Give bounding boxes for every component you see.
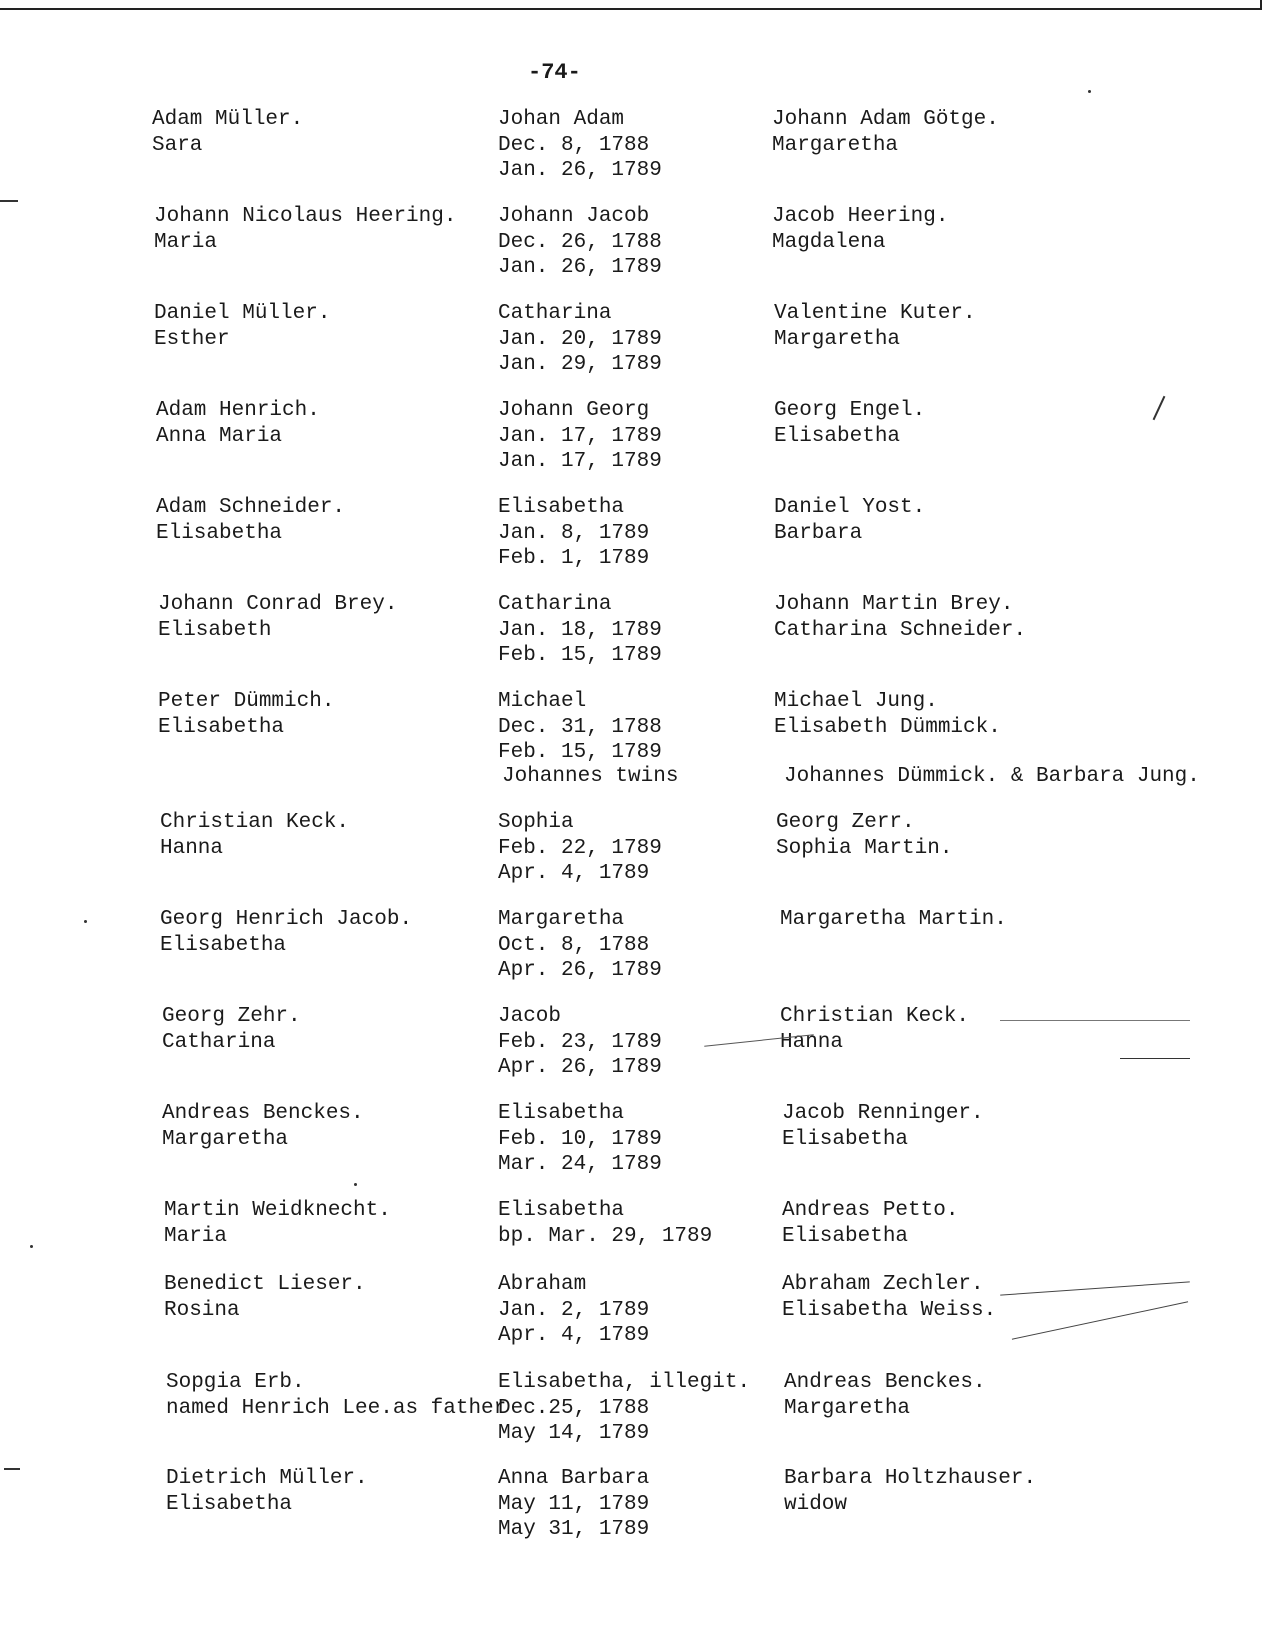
child-name: Sophia bbox=[498, 811, 574, 834]
parents-column bbox=[154, 204, 456, 255]
secondary-name: Elisabeth bbox=[158, 618, 272, 642]
secondary-name: Margaretha bbox=[772, 133, 899, 157]
secondary-name: named Henrich Lee.as father bbox=[166, 1396, 507, 1420]
date-line: Apr. 26, 1789 bbox=[498, 1056, 662, 1079]
date-line: Jan. 29, 1789 bbox=[498, 353, 662, 376]
parents-column bbox=[162, 1004, 301, 1055]
child-column bbox=[498, 1004, 662, 1081]
secondary-name: Elisabetha bbox=[158, 715, 285, 739]
child-name: Elisabetha, illegit. bbox=[498, 1371, 751, 1394]
primary-name: Daniel Yost. bbox=[774, 496, 926, 519]
child-column bbox=[498, 1466, 649, 1543]
parents-column bbox=[154, 301, 330, 352]
primary-name: Georg Engel. bbox=[774, 399, 926, 422]
secondary-name: Elisabetha bbox=[774, 424, 901, 448]
scan-dot bbox=[84, 920, 87, 923]
child-column bbox=[498, 689, 662, 766]
primary-name: Georg Zehr. bbox=[162, 1005, 301, 1028]
child-column bbox=[498, 907, 662, 984]
parents-column bbox=[158, 689, 334, 740]
child-name: Margaretha bbox=[498, 908, 625, 931]
child-name: Johann Georg bbox=[498, 399, 650, 422]
primary-name: Adam Schneider. bbox=[156, 496, 346, 519]
primary-name: Christian Keck. bbox=[160, 811, 350, 834]
secondary-name: Elisabetha bbox=[782, 1127, 909, 1151]
sponsors-column bbox=[774, 592, 1026, 643]
scan-dot bbox=[1088, 90, 1091, 93]
date-line: Jan. 8, 1789 bbox=[498, 521, 650, 545]
child-name: Johan Adam bbox=[498, 108, 625, 131]
sponsors-column bbox=[776, 810, 952, 861]
twin-line bbox=[0, 765, 1275, 791]
primary-name: Andreas Petto. bbox=[782, 1199, 959, 1222]
date-line: Jan. 17, 1789 bbox=[498, 424, 662, 448]
child-name: Catharina bbox=[498, 302, 612, 325]
scan-mark bbox=[0, 200, 18, 202]
parents-column bbox=[166, 1466, 368, 1517]
secondary-name: Anna Maria bbox=[156, 424, 283, 448]
primary-name: Martin Weidknecht. bbox=[164, 1199, 391, 1222]
sponsors-column bbox=[784, 1370, 986, 1421]
date-line: Jan. 26, 1789 bbox=[498, 256, 662, 279]
page-number: -74- bbox=[528, 60, 581, 85]
secondary-name: Catharina Schneider. bbox=[774, 618, 1027, 642]
primary-name: Johann Adam Götge. bbox=[772, 108, 999, 131]
sponsors-column bbox=[782, 1101, 984, 1152]
scan-mark bbox=[1000, 1020, 1190, 1021]
primary-name: Christian Keck. bbox=[780, 1005, 970, 1028]
sponsors-column bbox=[780, 1004, 969, 1055]
child-column bbox=[498, 204, 662, 281]
date-line: Dec. 26, 1788 bbox=[498, 230, 662, 254]
parents-column bbox=[162, 1101, 364, 1152]
secondary-name: Elisabetha bbox=[166, 1492, 293, 1516]
sponsors-column bbox=[772, 204, 948, 255]
secondary-name: Maria bbox=[164, 1224, 228, 1248]
date-line: Apr. 4, 1789 bbox=[498, 862, 650, 885]
date-line: bp. Mar. 29, 1789 bbox=[498, 1224, 713, 1248]
secondary-name: Hanna bbox=[780, 1030, 844, 1054]
child-name: Anna Barbara bbox=[498, 1467, 650, 1490]
child-name: Elisabetha bbox=[498, 1102, 625, 1125]
secondary-name: Magdalena bbox=[772, 230, 886, 254]
date-line: Jan. 18, 1789 bbox=[498, 618, 662, 642]
secondary-name: Margaretha bbox=[774, 327, 901, 351]
child-column bbox=[498, 810, 662, 887]
date-line: Dec.25, 1788 bbox=[498, 1396, 650, 1420]
primary-name: Andreas Benckes. bbox=[162, 1102, 364, 1125]
child-name: Catharina bbox=[498, 593, 612, 616]
sponsors-column bbox=[774, 689, 1001, 740]
child-column bbox=[498, 1101, 662, 1178]
secondary-name: Margaretha bbox=[784, 1396, 911, 1420]
primary-name: Dietrich Müller. bbox=[166, 1467, 368, 1490]
date-line: May 14, 1789 bbox=[498, 1422, 650, 1445]
date-line: Feb. 15, 1789 bbox=[498, 644, 662, 667]
parents-column bbox=[156, 495, 345, 546]
secondary-name: Margaretha bbox=[162, 1127, 289, 1151]
secondary-name: Elisabetha Weiss. bbox=[782, 1298, 997, 1322]
secondary-name: Hanna bbox=[160, 836, 224, 860]
secondary-name: Sophia Martin. bbox=[776, 836, 953, 860]
primary-name: Daniel Müller. bbox=[154, 302, 331, 325]
parents-column bbox=[164, 1272, 366, 1323]
child-name: Abraham bbox=[498, 1273, 587, 1296]
date-line: Oct. 8, 1788 bbox=[498, 933, 650, 957]
parents-column bbox=[166, 1370, 506, 1421]
scan-mark bbox=[4, 1468, 20, 1470]
twin-child: Johannes twins bbox=[502, 765, 679, 788]
primary-name: Barbara Holtzhauser. bbox=[784, 1467, 1037, 1490]
primary-name: Benedict Lieser. bbox=[164, 1273, 366, 1296]
sponsors-column bbox=[774, 398, 925, 449]
child-column bbox=[498, 301, 662, 378]
date-line: Dec. 31, 1788 bbox=[498, 715, 662, 739]
primary-name: Georg Zerr. bbox=[776, 811, 915, 834]
date-line: Jan. 20, 1789 bbox=[498, 327, 662, 351]
parents-column bbox=[160, 810, 349, 861]
secondary-name: Barbara bbox=[774, 521, 863, 545]
date-line: Jan. 2, 1789 bbox=[498, 1298, 650, 1322]
sponsors-column bbox=[774, 301, 976, 352]
child-name: Elisabetha bbox=[498, 1199, 625, 1222]
child-name: Jacob bbox=[498, 1005, 562, 1028]
primary-name: Johann Martin Brey. bbox=[774, 593, 1014, 616]
scan-dot bbox=[354, 1183, 357, 1186]
child-name: Elisabetha bbox=[498, 496, 625, 519]
primary-name: Andreas Benckes. bbox=[784, 1371, 986, 1394]
primary-name: Adam Henrich. bbox=[156, 399, 320, 422]
sponsors-column bbox=[782, 1198, 958, 1249]
date-line: Jan. 17, 1789 bbox=[498, 450, 662, 473]
date-line: Feb. 1, 1789 bbox=[498, 547, 650, 570]
child-name: Johann Jacob bbox=[498, 205, 650, 228]
secondary-name: Sara bbox=[152, 133, 203, 157]
child-column bbox=[498, 1198, 712, 1249]
child-column bbox=[498, 107, 662, 184]
date-line: Apr. 4, 1789 bbox=[498, 1324, 650, 1347]
scan-mark bbox=[1120, 1058, 1190, 1059]
secondary-name: Elisabetha bbox=[782, 1224, 909, 1248]
primary-name: Michael Jung. bbox=[774, 690, 938, 713]
sponsors-column bbox=[782, 1272, 996, 1323]
primary-name: Jacob Renninger. bbox=[782, 1102, 984, 1125]
date-line: May 31, 1789 bbox=[498, 1518, 650, 1541]
date-line: May 11, 1789 bbox=[498, 1492, 650, 1516]
sponsors-column bbox=[774, 495, 925, 546]
parents-column bbox=[164, 1198, 391, 1249]
primary-name: Valentine Kuter. bbox=[774, 302, 976, 325]
parents-column bbox=[156, 398, 320, 449]
date-line: Dec. 8, 1788 bbox=[498, 133, 650, 157]
primary-name: Margaretha Martin. bbox=[780, 908, 1007, 931]
primary-name: Abraham Zechler. bbox=[782, 1273, 984, 1296]
scan-dot bbox=[30, 1245, 33, 1248]
secondary-name: Elisabeth Dümmick. bbox=[774, 715, 1001, 739]
parents-column bbox=[158, 592, 397, 643]
date-line: Feb. 22, 1789 bbox=[498, 836, 662, 860]
date-line: Feb. 10, 1789 bbox=[498, 1127, 662, 1151]
parents-column bbox=[160, 907, 412, 958]
child-column bbox=[498, 398, 662, 475]
secondary-name: Catharina bbox=[162, 1030, 276, 1054]
sponsors-column bbox=[780, 907, 1007, 933]
primary-name: Jacob Heering. bbox=[772, 205, 949, 228]
date-line: Jan. 26, 1789 bbox=[498, 159, 662, 182]
primary-name: Sopgia Erb. bbox=[166, 1371, 305, 1394]
date-line: Mar. 24, 1789 bbox=[498, 1153, 662, 1176]
secondary-name: Maria bbox=[154, 230, 218, 254]
child-column bbox=[498, 495, 649, 572]
sponsors-column bbox=[784, 1466, 1036, 1517]
primary-name: Johann Nicolaus Heering. bbox=[154, 205, 457, 228]
child-name: Michael bbox=[498, 690, 587, 713]
date-line: Feb. 15, 1789 bbox=[498, 741, 662, 764]
twin-sponsors: Johannes Dümmick. & Barbara Jung. bbox=[784, 765, 1200, 788]
primary-name: Georg Henrich Jacob. bbox=[160, 908, 413, 931]
child-column bbox=[498, 1272, 649, 1349]
primary-name: Peter Dümmich. bbox=[158, 690, 335, 713]
secondary-name: Rosina bbox=[164, 1298, 240, 1322]
parents-column bbox=[152, 107, 303, 158]
child-column bbox=[498, 592, 662, 669]
secondary-name: Elisabetha bbox=[160, 933, 287, 957]
child-column bbox=[498, 1370, 750, 1447]
secondary-name: widow bbox=[784, 1492, 848, 1516]
secondary-name: Elisabetha bbox=[156, 521, 283, 545]
date-line: Apr. 26, 1789 bbox=[498, 959, 662, 982]
date-line: Feb. 23, 1789 bbox=[498, 1030, 662, 1054]
primary-name: Adam Müller. bbox=[152, 108, 304, 131]
secondary-name: Esther bbox=[154, 327, 230, 351]
sponsors-column bbox=[772, 107, 999, 158]
primary-name: Johann Conrad Brey. bbox=[158, 593, 398, 616]
